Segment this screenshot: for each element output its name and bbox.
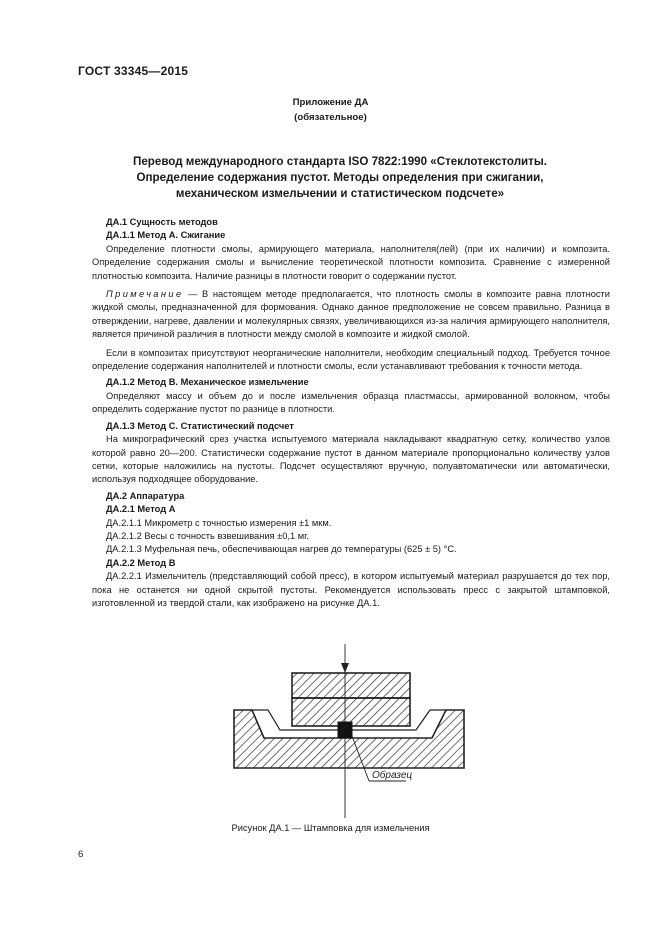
section-heading-da2: ДА.2 Аппаратура: [106, 490, 185, 501]
title-line-1: Перевод международного стандарта ISO 7822:1990 «Стеклотекстолиты.: [133, 155, 547, 168]
title-line-3: механическом измельчении и статистическом подсчете»: [175, 187, 505, 200]
section-heading-da11: ДА.1.1 Метод А. Сжигание: [106, 230, 226, 241]
section-heading-da13: ДА.1.3 Метод С. Статистический подсчет: [106, 420, 294, 431]
document-title: [90, 154, 590, 202]
sample-label: Образец: [372, 770, 413, 781]
section-heading-da1: ДА.1 Сущность методов: [106, 217, 218, 227]
paragraph-da221: ДА.2.2.1 Измельчитель (представляющий собой пресс), в котором испытуемый материал разрушается до тех пор, пока не останется ни одной скрытой пустоты. Рекомендуется использовать пресс с закрытой штамповкой, изготовленной из твердой стали, как изображено на рисунке ДА.1.: [92, 571, 610, 608]
section-heading-da12: ДА.1.2 Метод В. Механическое измельчение: [106, 377, 309, 388]
paragraph-method-c: На микрографический срез участка испытуемого материала накладывают квадратную сетку, количество узлов которой равно 20—200. Статистически содержание пустот в данном материале пропорционально количеству узлов сетки, которые наложились на пустоты. Подсчет осуществляют вручную, полуавтоматически или автоматически, используя подходящее оборудование.: [92, 434, 610, 485]
upper-plate: [292, 673, 410, 698]
appendix-heading: [0, 95, 661, 125]
paragraph-method-a: Определение плотности смолы, армирующего материала, наполнителя(лей) (при их наличии) и композита. Определение содержания смолы и вычисление теоретической плотности композита. Сравнение с измеренной плотностью композита. Наличие разницы в плотности говорит о содержании пустот.: [92, 243, 610, 281]
page-number: 6: [78, 849, 84, 860]
paragraph-fillers: Если в композитах присутствуют неорганические наполнители, необходим специальный подход. Требуется точное определение содержания наполнителей и плотности смолы, если устанавливают требования к точности метода.: [92, 347, 610, 372]
force-arrow-icon: [341, 663, 349, 673]
note-paragraph: [92, 288, 610, 342]
appendix-title: Приложение ДА: [292, 97, 369, 108]
item-da212: ДА.2.1.2 Весы с точность взвешивания ±0,1 мг.: [106, 530, 310, 541]
note-label: Примечание: [106, 289, 184, 300]
paragraph-method-b: Определяют массу и объем до и после измельчения образца пластмассы, армированной волокном, чтобы определить содержание пустот по разнице в плотности.: [92, 390, 610, 415]
title-line-2: Определение содержания пустот. Методы определения при сжигании,: [136, 171, 544, 184]
appendix-subtitle: (обязательное): [294, 112, 367, 123]
item-da211: ДА.2.1.1 Микрометр с точностью измерения ±1 мкм.: [106, 517, 332, 528]
figure-caption: Рисунок ДА.1 — Штамповка для измельчения: [231, 823, 430, 833]
document-header: ГОСТ 33345—2015: [78, 64, 189, 78]
item-da213: ДА.2.1.3 Муфельная печь, обеспечивающая нагрев до температуры (625 ± 5) °С.: [106, 544, 457, 555]
document-body: [92, 216, 610, 610]
section-heading-da21: ДА.2.1 Метод А: [106, 504, 176, 515]
figure-press-die: [228, 640, 474, 825]
note-text: — В настоящем методе предполагается, что плотность смолы в композите равна плотности жидкой смолы, предназначенной для формования. Однако данное предположение не совсем правильно. Разница в отверждении, нагреве, давлении и молекулярных связях, увеличивающихся из-за наличия армирующего наполнителя, является причиной различия в плотности между смолой в композите и жидкой смолой.: [92, 289, 610, 340]
section-heading-da22: ДА.2.2 Метод В: [106, 557, 176, 568]
